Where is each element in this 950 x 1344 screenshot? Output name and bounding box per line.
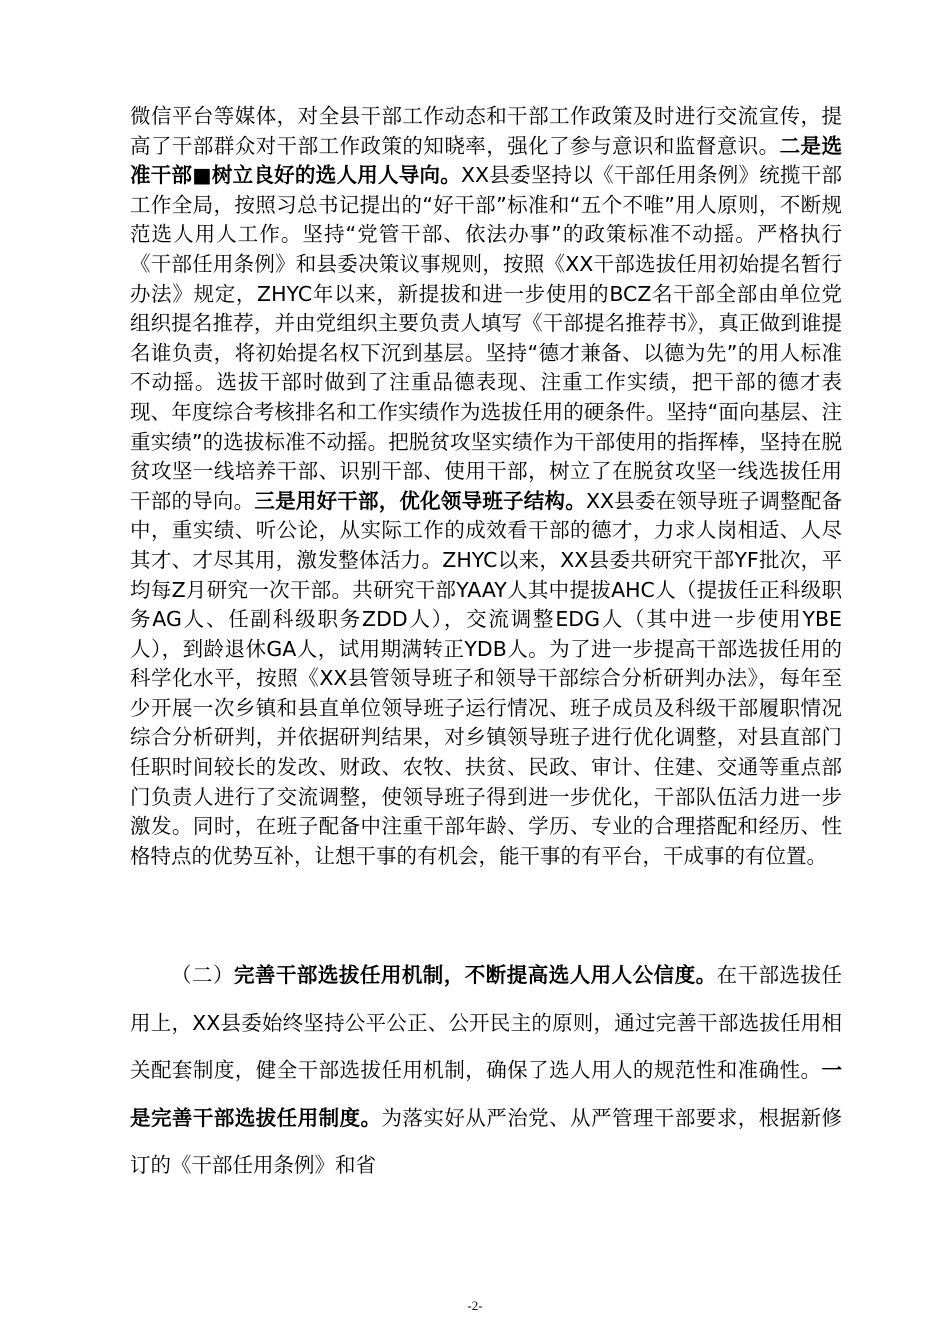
bold-heading: 一是完善干部选拔任用制度。 — [130, 1058, 842, 1130]
paragraph-text: 在干部选拔任用上，XX县委始终坚持公平公正、公开民主的原则，通过完善干部选拔任用相关配套制度，健全干部选拔任用机制，确保了选人用人的规范性和准确性。 — [130, 963, 843, 1082]
section-number: （二） — [171, 963, 234, 987]
paragraph-text: XX县委坚持以《干部任用条例》统揽干部工作全局，按照习总书记提出的“好干部”标准和“五个不唯”用人原则，不断规范选人用人工作。坚持“党管干部、依法办事”的政策标准不动摇。严格执行《干部任用条例》和县委决策议事规则，按照《XX干部选拔任用初始提名暂行办法》规定，ZHYC年以来，新提拔和进一步使用的BCZ名干部全部由单位党组织提名推荐，并由党组织主要负责人填写《干部提名推荐书》，真正做到谁提名谁负责，将初始提名权下沉到基层。坚持“德才兼备、以德为先”的用人标准不动摇。选拔干部时做到了注重品德表现、注重工作实绩，把干部的德才表现、年度综合考核排名和工作实绩作为选拔任用的硬条件。坚持“面向基层、注重实绩”的选拔标准不动摇。把脱贫攻坚实绩作为干部使用的指挥棒，坚持在脱贫攻坚一线培养干部、识别干部、使用干部，树立了在脱贫攻坚一线选拔任用干部的导向。 — [130, 163, 842, 513]
section-paragraph — [130, 952, 842, 1190]
paragraph-text: 微信平台等媒体，对全县干部工作动态和干部工作政策及时进行交流宣传，提高了干部群众对干部工作政策的知晓率，强化了参与意识和监督意识。 — [130, 104, 842, 158]
bold-heading: 二是选准干部■树立良好的选人用人导向。 — [130, 133, 843, 188]
bold-heading: 三是用好干部，优化领导班子结构。 — [254, 488, 586, 513]
body-paragraph — [130, 102, 842, 871]
paragraph-text: 为落实好从严治党、从严管理干部要求，根据新修订的《干部任用条例》和省 — [130, 1105, 843, 1177]
section-heading: 完善干部选拔任用机制，不断提高选人用人公信度。 — [233, 963, 717, 987]
page-number: -2- — [467, 1298, 483, 1313]
paragraph-text: XX县委在领导班子调整配备中，重实绩、听公论，从实际工作的成效看干部的德才，力求人岗相适、人尽其才、才尽其用，激发整体活力。ZHYC以来，XX县委共研究干部YF批次，平均每Z月研究一次干部。共研究干部YAAY人其中提拔AHC人（提拔任正科级职务AG人、任副科级职务ZDD人），交流调整EDG人（其中进一步使用YBE人），到龄退休GA人，试用期满转正YDB人。为了进一步提高干部选拔任用的科学化水平，按照《XX县管领导班子和领导干部综合分析研判办法》，每年至少开展一次乡镇和县直单位领导班子运行情况、班子成员及科级干部履职情况综合分析研判，并依据研判结果，对乡镇领导班子进行优化调整，对县直部门任职时间较长的发改、财政、农牧、扶贫、民政、审计、住建、交通等重点部门负责人进行了交流调整，使领导班子得到进一步优化，干部队伍活力进一步激发。同时，在班子配备中注重干部年龄、学历、专业的合理搭配和经历、性格特点的优势互补，让想干事的有机会，能干事的有平台，干成事的有位置。 — [130, 488, 843, 868]
